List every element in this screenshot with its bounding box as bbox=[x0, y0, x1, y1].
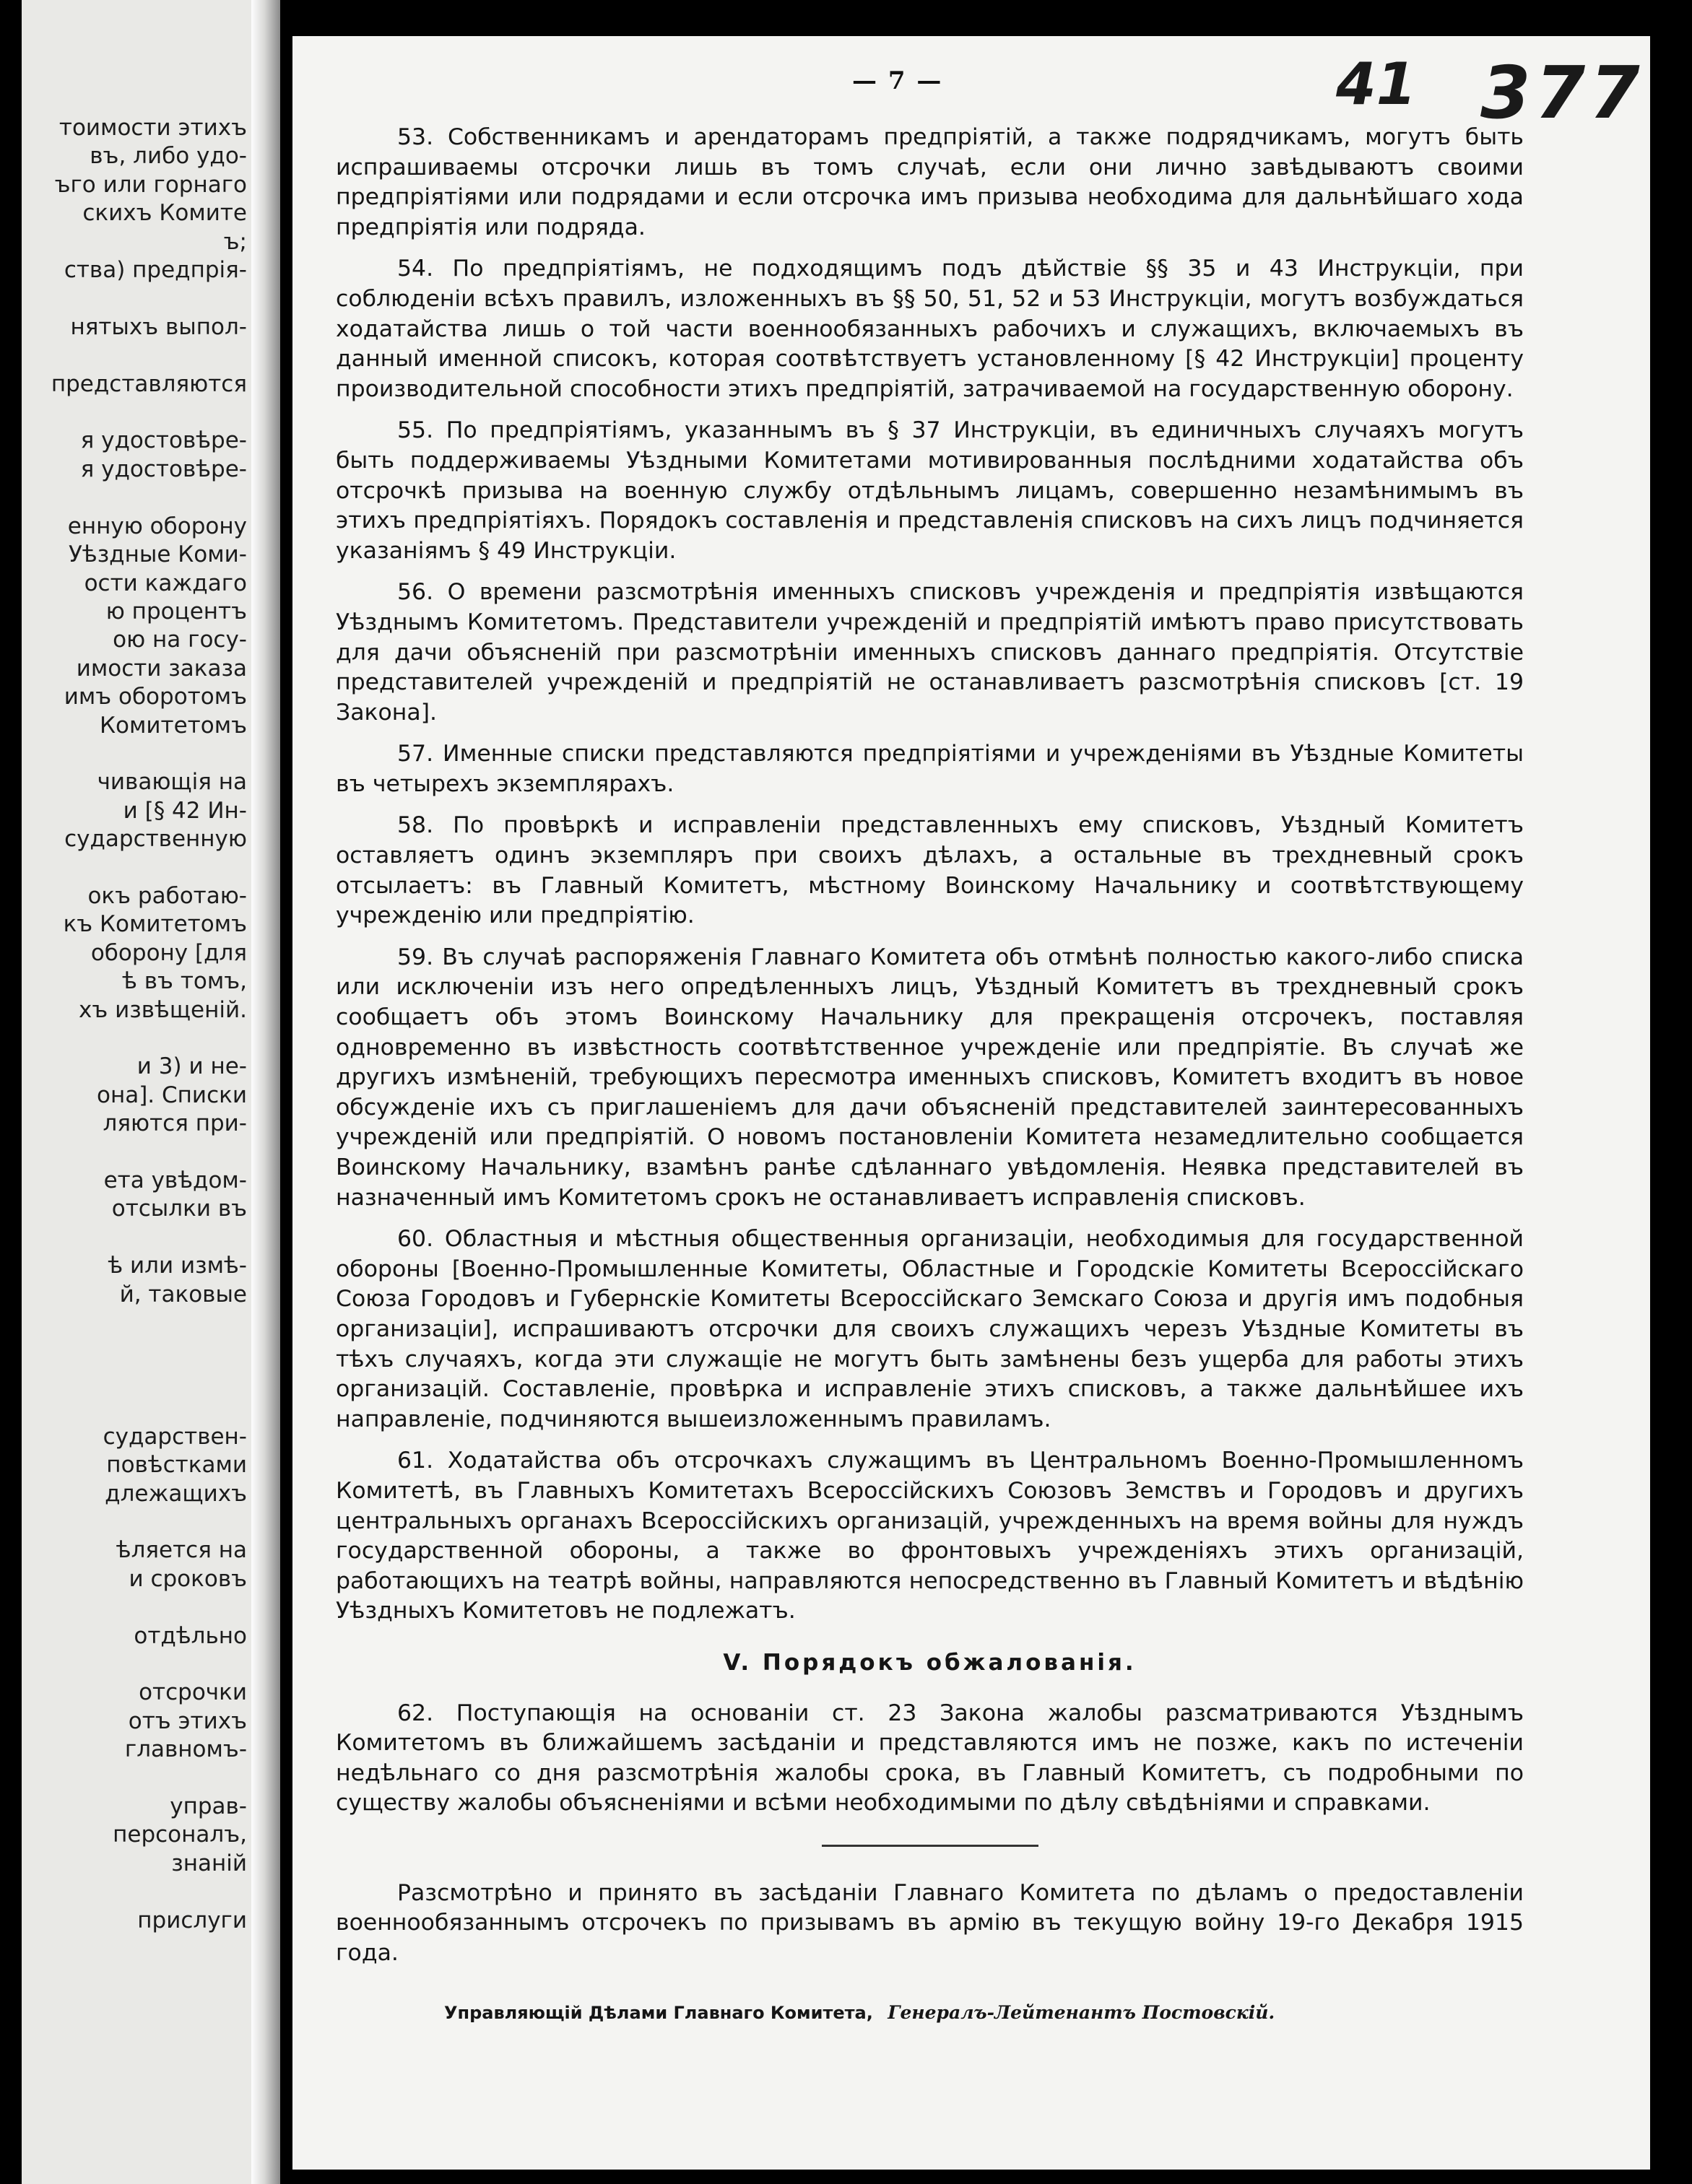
left-page-line: длежащихъ bbox=[105, 1480, 247, 1507]
left-page-fragment bbox=[22, 0, 251, 2184]
left-page-line bbox=[32, 1337, 247, 1365]
left-page-line: ства) предпрія- bbox=[64, 257, 247, 284]
paragraph-60: 60. Областныя и мѣстныя общественныя организаціи, необходимыя для государственной обороны [Военно-Промышленные Комитеты, Областные и Городскіе Комитеты Всероссійскаго Союза Городовъ и Губернскіе Комитеты Всероссійскаго Земскаго Союза и другія имъ подобныя организаціи], испрашиваютъ отсрочки для своихъ служащихъ черезъ Уѣздные Комитеты въ тѣхъ случаяхъ, когда эти служащіе не могутъ быть замѣнены безъ ущерба для работы этихъ организацій. Составленіе, провѣрка и исправленіе этихъ списковъ, а также дальнѣйшее ихъ направленіе, подчиняются вышеизложеннымъ правиламъ. bbox=[336, 1226, 1524, 1432]
paragraph-54: 54. По предпріятіямъ, не подходящимъ подъ дѣйствіе §§ 35 и 43 Инструкціи, при соблюденіи всѣхъ правилъ, изложенныхъ въ §§ 50, 51, 52 и 53 Инструкціи, могутъ возбуждаться ходатайства лишь о той части военнообязанныхъ рабочихъ и служащихъ, включаемыхъ въ данный именной списокъ, которая соотвѣтствуетъ установленному [§ 42 Инструкціи] проценту производительной способности этихъ предпріятій, затрачиваемой на государственную оборону. bbox=[336, 256, 1524, 402]
left-page-line: знаній bbox=[171, 1850, 247, 1876]
left-page-line: она]. Списки bbox=[96, 1082, 247, 1108]
left-page-line: сударствен- bbox=[103, 1423, 247, 1450]
page-gutter bbox=[251, 0, 280, 2184]
left-page-line: къ Комитетомъ bbox=[63, 911, 247, 938]
paragraph-62: 62. Поступающія на основаніи ст. 23 Закона жалобы разсматриваются Уѣзднымъ Комитетомъ въ ближайшемъ засѣданіи и представляются имъ не позже, какъ по истеченіи недѣльнаго со дня разсмотрѣнія жалобы срока, въ Главный Комитетъ, съ подробными по существу жалобы объясненіями и всѣми необходимыми по дѣлу свѣдѣніями и справками. bbox=[336, 1700, 1524, 1817]
left-page-line bbox=[32, 1139, 247, 1167]
left-page-line bbox=[32, 1765, 247, 1793]
left-page-line: управ- bbox=[170, 1793, 247, 1819]
left-page-line: отдѣльно bbox=[134, 1622, 247, 1649]
left-page-line: ѣ или измѣ- bbox=[108, 1253, 247, 1279]
left-page-line: скихъ Комите bbox=[82, 200, 247, 227]
paragraph-53: 53. Собственникамъ и арендаторамъ предпріятій, а также подрядчикамъ, могутъ быть испрашиваемы отсрочки лишь въ томъ случаѣ, если они лично завѣдываютъ своими предпріятіями или подрядами и если отсрочка имъ призыва необходима для дальнѣйшаго хода предпріятія или подряда. bbox=[336, 124, 1524, 240]
section-heading: V. Порядокъ обжалованія. bbox=[723, 1649, 1137, 1676]
left-page-line: и 3) и не- bbox=[136, 1053, 247, 1080]
left-page-line: енную оборону bbox=[67, 513, 247, 539]
left-page-line: я удостовѣре- bbox=[80, 427, 247, 454]
left-page-line bbox=[32, 399, 247, 427]
approval-note: Разсмотрѣно и принято въ засѣданіи Главнаго Комитета по дѣламъ о предоставленіи военнообязаннымъ отсрочекъ по призывамъ въ армію въ текущую войну 19-го Декабря 1915 года. bbox=[336, 1879, 1524, 1967]
left-page-line bbox=[32, 1224, 247, 1252]
divider bbox=[822, 1845, 1038, 1847]
paragraph-59: 59. Въ случаѣ распоряженія Главнаго Комитета объ отмѣнѣ полностью какого-либо списка или исключеніи изъ него опредѣленныхъ лицъ, Уѣздный Комитетъ въ трехдневный срокъ сообщаетъ объ этомъ Воинскому Начальнику для прекращенія отсрочекъ, поставляя одновременно въ извѣстность соотвѣтственное учрежденіе или предпріятіе. Въ случаѣ же другихъ измѣненій, требующихъ пересмотра именныхъ списковъ, Комитетъ входитъ въ новое обсужденіе ихъ съ приглашеніемъ для дачи объясненій представителей заинтересованныхъ учрежденій или предпріятій. О новомъ постановленіи Комитета незамедлительно сообщается Воинскому Начальнику, взамѣнъ ранѣе сдѣланнаго увѣдомленія. Неявка представителей въ назначенный имъ Комитетомъ срокъ не останавливаетъ исправленія списковъ. bbox=[336, 944, 1524, 1211]
left-page-line bbox=[32, 284, 247, 313]
left-page-line: ляются при- bbox=[103, 1110, 247, 1137]
paragraph-55: 55. По предпріятіямъ, указаннымъ въ § 37 Инструкціи, въ единичныхъ случаяхъ могутъ быть поддерживаемы Уѣздными Комитетами мотивированныя послѣдними ходатайства объ отсрочкѣ призыва на военную службу отдѣльнымъ лицамъ, совершенно незамѣнимымъ въ этихъ предпріятіяхъ. Порядокъ составленія и представленія списковъ на сихъ лицъ подчиняется указаніямъ § 49 Инструкціи. bbox=[336, 417, 1524, 564]
left-page-line: отсылки въ bbox=[111, 1196, 247, 1222]
left-page-line: представляются bbox=[51, 370, 247, 397]
signature-name: Генералъ-Лейтенантъ Постовскій. bbox=[888, 2001, 1275, 2023]
left-page-line: й, таковые bbox=[119, 1281, 247, 1308]
left-page-line: главномъ- bbox=[124, 1736, 247, 1763]
left-page-line: тоимости этихъ bbox=[58, 115, 247, 141]
paragraph-61: 61. Ходатайства объ отсрочкахъ служащимъ въ Центральномъ Военно-Промышленномъ Комитетѣ, въ Главныхъ Комитетахъ Всероссійскихъ Союзовъ Земствъ и Городовъ и другихъ центральныхъ органахъ Всероссійскихъ организацій, учрежденныхъ на время войны для нуждъ государственной обороны, а также во фронтовыхъ учрежденіяхъ этихъ организацій, работающихъ на театрѣ войны, направляются непосредственно въ Главный Комитетъ и вѣдѣнію Уѣздныхъ Комитетовъ не подлежатъ. bbox=[336, 1448, 1524, 1624]
left-page-line: отъ этихъ bbox=[128, 1707, 247, 1734]
left-page-line: прислуги bbox=[137, 1907, 247, 1933]
left-page-line: ета увѣдом- bbox=[103, 1167, 247, 1194]
left-page-line: чивающія на bbox=[97, 769, 247, 796]
handwritten-note-archive-number: 41 bbox=[1336, 51, 1417, 118]
signature-title: Управляющій Дѣлами Главнаго Комитета, bbox=[444, 2002, 873, 2023]
left-page-line: я удостовѣре- bbox=[80, 456, 247, 482]
left-page-line: окъ работаю- bbox=[87, 882, 247, 909]
left-page-line: ѣляется на bbox=[116, 1537, 247, 1564]
left-page-line bbox=[32, 1593, 247, 1622]
left-page-line: Уѣздные Коми- bbox=[68, 541, 247, 568]
page-number: — 7 — bbox=[852, 66, 943, 95]
left-page-line: ѣ въ томъ, bbox=[122, 968, 247, 995]
left-page-line: ъ; bbox=[223, 228, 247, 255]
left-page-line bbox=[32, 341, 247, 370]
handwritten-note-folio-number: 377 bbox=[1480, 51, 1644, 135]
left-page-line: и [§ 42 Ин- bbox=[123, 797, 247, 824]
document-body bbox=[336, 123, 1524, 2028]
left-page-line bbox=[32, 484, 247, 512]
left-page-line: Комитетомъ bbox=[100, 712, 247, 739]
left-page-line bbox=[32, 854, 247, 882]
left-page-line: повѣстками bbox=[106, 1452, 247, 1479]
left-page-line: имъ оборотомъ bbox=[64, 684, 247, 710]
left-page-line: сударственную bbox=[64, 826, 247, 853]
left-page-line: ъго или горнаго bbox=[54, 171, 247, 198]
left-page-text bbox=[32, 114, 251, 1935]
left-page-line: и сроковъ bbox=[129, 1565, 247, 1592]
left-page-line: ости каждаго bbox=[84, 570, 247, 596]
left-page-line bbox=[32, 1650, 247, 1679]
left-page-line: отсрочки bbox=[139, 1679, 247, 1706]
left-page-line bbox=[32, 1024, 247, 1053]
paragraph-56: 56. О времени разсмотрѣнія именныхъ списковъ учрежденія и предпріятія извѣщаются Уѣзднымъ Комитетомъ. Представители учрежденій и предпріятій имѣютъ право присутствовать для дачи объясненій при разсмотрѣніи именныхъ списковъ даннаго предпріятія. Отсутствіе представителей учрежденій и предпріятій не останавливаетъ разсмотрѣнія списковъ [ст. 19 Закона]. bbox=[336, 579, 1524, 726]
left-page-line bbox=[32, 1394, 247, 1422]
left-page-line: нятыхъ выпол- bbox=[70, 313, 247, 340]
left-page-line bbox=[32, 740, 247, 768]
left-page-line: хъ извѣщеній. bbox=[79, 996, 247, 1023]
left-page-line bbox=[32, 1878, 247, 1906]
paragraph-57: 57. Именные списки представляются предпріятіями и учрежденіями въ Уѣздные Комитеты въ четырехъ экземплярахъ. bbox=[336, 741, 1524, 797]
left-page-line bbox=[32, 1309, 247, 1337]
left-page-line bbox=[32, 1366, 247, 1394]
left-page-line: оборону [для bbox=[90, 939, 247, 966]
left-page-line: въ, либо удо- bbox=[90, 143, 247, 170]
signature-line bbox=[444, 1998, 1524, 2029]
left-page-line: персоналъ, bbox=[113, 1822, 247, 1848]
left-page-line: имости заказа bbox=[76, 655, 247, 682]
left-page-line bbox=[32, 1508, 247, 1536]
left-page-line: ю процентъ bbox=[105, 598, 247, 625]
paragraph-58: 58. По провѣркѣ и исправленіи представленныхъ ему списковъ, Уѣздный Комитетъ оставляетъ одинъ экземпляръ при своихъ дѣлахъ, а остальные въ трехдневный срокъ отсылаетъ: въ Главный Комитетъ, мѣстному Воинскому Начальнику и соотвѣтствующему учрежденію или предпріятію. bbox=[336, 812, 1524, 929]
left-page-line: ою на госу- bbox=[113, 627, 247, 653]
